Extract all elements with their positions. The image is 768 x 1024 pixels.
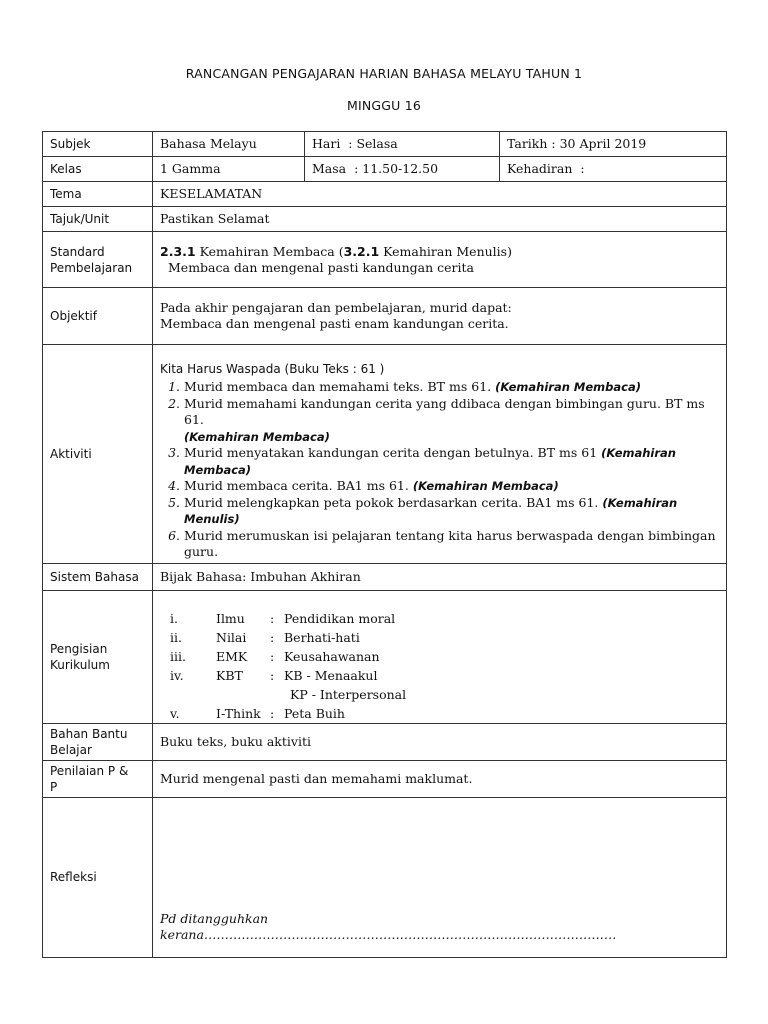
tarikh-cell [500, 132, 727, 157]
standard-code-2: 3.2.1 [343, 243, 380, 259]
subjek-value: Bahasa Melayu [153, 132, 305, 157]
kurikulum-label-line-2: Kurikulum [50, 657, 110, 672]
kehadiran-cell [500, 157, 727, 182]
masa-cell [305, 157, 500, 182]
hari-cell [305, 132, 500, 157]
kurikulum-colon [270, 685, 284, 704]
row-tajuk [43, 207, 727, 232]
hari-label: Hari [312, 136, 341, 151]
kurikulum-row [160, 685, 719, 704]
bahan-bantu-value: Buku teks, buku aktiviti [153, 723, 727, 760]
kurikulum-num: ii. [170, 629, 182, 645]
kurikulum-key: KBT [216, 667, 243, 683]
lesson-plan-table [42, 131, 727, 958]
kurikulum-val: Peta Buih [284, 705, 345, 721]
refleksi-value [153, 797, 727, 957]
kurikulum-key: Nilai [216, 629, 247, 645]
row-subjek [43, 132, 727, 157]
document-title: RANCANGAN PENGAJARAN HARIAN BAHASA MELAYU TAHUN 1 [185, 66, 583, 81]
kurikulum-num: iii. [170, 648, 186, 664]
tema-label: Tema [43, 182, 153, 207]
row-refleksi [43, 797, 727, 957]
tema-value: KESELAMATAN [153, 182, 727, 207]
kehadiran-value: : [580, 161, 585, 176]
sistem-bahasa-value: Bijak Bahasa: Imbuhan Akhiran [153, 563, 727, 590]
objektif-line-1: Pada akhir pengajaran dan pembelajaran, murid dapat: [160, 300, 512, 315]
kurikulum-colon: : [270, 629, 275, 645]
bahan-bantu-label [43, 723, 153, 760]
tarikh-value: : 30 April 2019 [551, 136, 647, 151]
row-standard [43, 232, 727, 288]
standard-label-line-1: Standard [50, 244, 105, 259]
standard-text-2: Kemahiran Menulis) [379, 243, 512, 259]
kurikulum-val: KP - Interpersonal [290, 686, 407, 702]
refleksi-text: Pd ditangguhkan kerana……………………………………………………………………………………… [160, 910, 617, 942]
aktiviti-item [184, 396, 719, 446]
subjek-label: Subjek [43, 132, 153, 157]
penilaian-value: Murid mengenal pasti dan memahami maklumat. [153, 760, 727, 797]
aktiviti-list [160, 379, 719, 561]
penilaian-label [43, 760, 153, 797]
penilaian-label-line-2: P [50, 779, 58, 794]
masa-value: : 11.50-12.50 [354, 161, 439, 176]
kelas-value: 1 Gamma [153, 157, 305, 182]
aktiviti-value [153, 345, 727, 564]
tajuk-value: Pastikan Selamat [153, 207, 727, 232]
row-sistem-bahasa [43, 563, 727, 590]
kurikulum-row [160, 704, 719, 723]
refleksi-label: Refleksi [43, 797, 153, 957]
row-kurikulum [43, 590, 727, 723]
kurikulum-key [216, 685, 270, 704]
kurikulum-num: iv. [170, 667, 184, 683]
standard-line-2: Membaca dan mengenal pasti kandungan cerita [168, 259, 474, 275]
kurikulum-colon: : [270, 610, 275, 626]
kurikulum-val: KB - Menaakul [284, 667, 378, 683]
kurikulum-row [160, 666, 719, 685]
masa-label: Masa [312, 161, 347, 176]
aktiviti-item-text: Murid merumuskan isi pelajaran tentang kita harus berwaspada dengan bimbingan guru. [184, 527, 716, 559]
kurikulum-list [160, 607, 719, 723]
kurikulum-key: EMK [216, 648, 248, 664]
kurikulum-val: Pendidikan moral [284, 610, 396, 626]
standard-text-1: Kemahiran Membaca ( [195, 243, 344, 259]
kurikulum-val: Berhati-hati [284, 629, 360, 645]
aktiviti-item [184, 445, 719, 478]
aktiviti-item-tag: (Kemahiran Membaca) [412, 479, 559, 493]
penilaian-label-line-1: Penilaian P & [50, 763, 129, 778]
hari-value: : Selasa [348, 136, 398, 151]
aktiviti-item-text: Murid menyatakan kandungan cerita dengan betulnya. BT ms 61 [184, 445, 602, 460]
aktiviti-item [184, 528, 719, 561]
kurikulum-num: v. [170, 705, 180, 721]
kurikulum-row [160, 628, 719, 647]
kurikulum-val: Keusahawanan [284, 648, 380, 664]
kurikulum-colon: : [270, 648, 275, 664]
kurikulum-row [160, 647, 719, 666]
aktiviti-item-tag: (Kemahiran Membaca) [495, 380, 641, 394]
row-penilaian [43, 760, 727, 797]
aktiviti-item [184, 478, 719, 495]
aktiviti-item-tag: (Kemahiran Membaca) [184, 429, 330, 444]
aktiviti-item-text: Murid melengkapkan peta pokok berdasarkan cerita. BA1 ms 61. [184, 494, 603, 510]
row-aktiviti [43, 345, 727, 564]
aktiviti-label: Aktiviti [43, 345, 153, 564]
kurikulum-row [160, 609, 719, 628]
aktiviti-heading: Kita Harus Waspada (Buku Teks : 61 ) [160, 362, 385, 376]
standard-label [43, 232, 153, 288]
objektif-label: Objektif [43, 288, 153, 345]
standard-code-1: 2.3.1 [160, 243, 196, 259]
kurikulum-label-line-1: Pengisian [50, 641, 108, 656]
kurikulum-colon: : [270, 705, 275, 721]
standard-value [153, 232, 727, 288]
kurikulum-num [160, 685, 216, 704]
row-kelas [43, 157, 727, 182]
objektif-value [153, 288, 727, 345]
row-bahan-bantu [43, 723, 727, 760]
bahan-bantu-label-line-2: Belajar [50, 742, 92, 757]
sistem-bahasa-label: Sistem Bahasa [43, 563, 153, 590]
aktiviti-item [184, 379, 719, 396]
aktiviti-item-tag: (Kemahiran Menulis) [184, 495, 678, 526]
kurikulum-value [153, 590, 727, 723]
tarikh-label: Tarikh [507, 136, 548, 151]
kehadiran-label: Kehadiran [507, 161, 573, 176]
aktiviti-item-text: Murid membaca dan memahami teks. BT ms 61. [184, 379, 496, 394]
standard-line-1 [160, 244, 719, 260]
aktiviti-item-tag: (Kemahiran Membaca) [184, 446, 676, 477]
week-label: MINGGU 16 [346, 98, 422, 113]
kurikulum-label [43, 590, 153, 723]
objektif-line-2: Membaca dan mengenal pasti enam kandungan cerita. [160, 316, 509, 331]
aktiviti-item [184, 495, 719, 528]
kurikulum-colon: : [270, 667, 275, 683]
aktiviti-item-text: Murid memahami kandungan cerita yang ddibaca dengan bimbingan guru. BT ms 61. [184, 395, 705, 427]
standard-label-line-2: Pembelajaran [50, 260, 133, 275]
kurikulum-key: I-Think [216, 705, 261, 721]
kurikulum-key: Ilmu [216, 610, 245, 626]
aktiviti-item-text: Murid membaca cerita. BA1 ms 61. [184, 478, 413, 493]
row-tema [43, 182, 727, 207]
tajuk-label: Tajuk/Unit [43, 207, 153, 232]
bahan-bantu-label-line-1: Bahan Bantu [50, 726, 128, 741]
kurikulum-num: i. [170, 610, 178, 626]
row-objektif [43, 288, 727, 345]
kelas-label: Kelas [43, 157, 153, 182]
